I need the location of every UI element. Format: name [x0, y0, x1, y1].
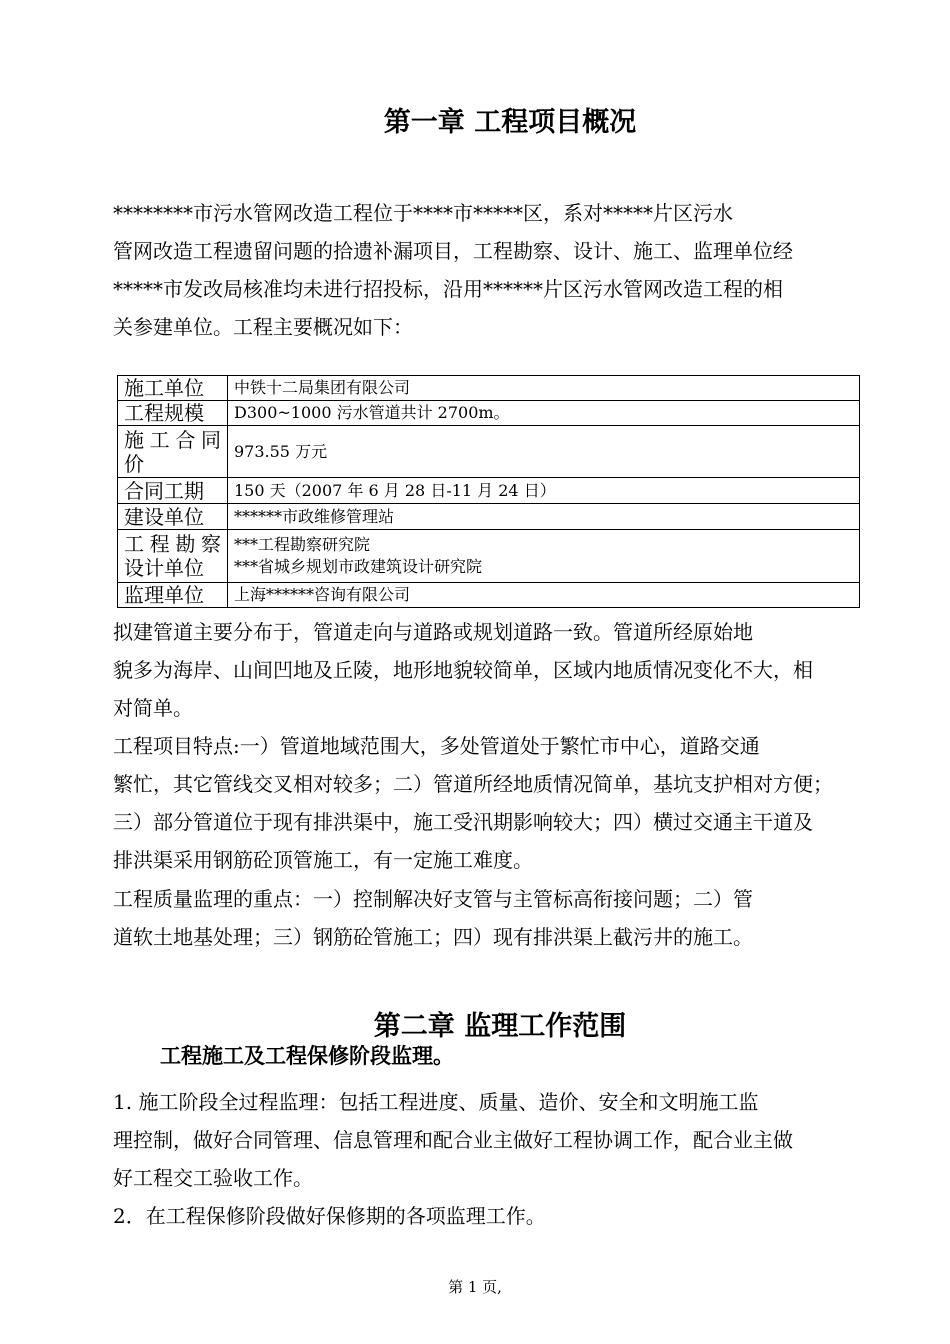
paragraph-line: 理控制，做好合同管理、信息管理和配合业主做好工程协调工作，配合业主做 — [113, 1128, 793, 1152]
table-row — [118, 583, 860, 608]
features-paragraph — [113, 727, 873, 879]
table-key: 工程规模 — [118, 401, 228, 426]
chapter-2-title: 第二章 监理工作范围 — [373, 1011, 627, 1042]
table-value: D300~1000 污水管道共计 2700m。 — [228, 401, 860, 426]
paragraph-line: 貌多为海岸、山间凹地及丘陵，地形地貌较简单，区域内地质情况变化不大，相 — [113, 658, 813, 682]
paragraph-line: 2．在工程保修阶段做好保修期的各项监理工作。 — [113, 1204, 546, 1228]
chapter-1-title: 第一章 工程项目概况 — [383, 107, 637, 138]
paragraph-line: 工程项目特点:一）管道地域范围大，多处管道处于繁忙市中心，道路交通 — [113, 734, 760, 758]
table-value-line: ***省城乡规划市政建筑设计研究院 — [234, 557, 483, 576]
paragraph-line: 好工程交工验收工作。 — [113, 1166, 313, 1190]
table-row — [118, 504, 860, 530]
table-value-line: ***工程勘察研究院 — [234, 535, 371, 554]
paragraph-line: 关参建单位。工程主要概况如下： — [113, 315, 413, 339]
table-value: ******市政维修管理站 — [228, 504, 860, 530]
table-key: 合同工期 — [118, 478, 228, 504]
table-key: 施工单位 — [118, 376, 228, 401]
paragraph-line: 拟建管道主要分布于，管道走向与道路或规划道路一致。管道所经原始地 — [113, 620, 753, 644]
table-key: 工程勘察设计单位 — [118, 530, 228, 583]
table-row — [118, 478, 860, 504]
paragraph-line: *****市发改局核准均未进行招投标，沿用******片区污水管网改造工程的相 — [113, 277, 783, 301]
table-key: 监理单位 — [118, 583, 228, 608]
paragraph-line: 三）部分管道位于现有排洪渠中，施工受汛期影响较大；四）横过交通主干道及 — [113, 810, 813, 834]
table-key: 建设单位 — [118, 504, 228, 530]
scope-item-2 — [113, 1197, 873, 1235]
paragraph-line: 道软土地基处理；三）钢筋砼管施工；四）现有排洪渠上截污井的施工。 — [113, 925, 753, 949]
paragraph-line: 排洪渠采用钢筋砼顶管施工，有一定施工难度。 — [113, 848, 533, 872]
scope-item-1 — [113, 1083, 873, 1197]
table-value — [228, 530, 860, 583]
paragraph-line: ********市污水管网改造工程位于****市*****区，系对*****片区污水 — [113, 201, 733, 225]
intro-paragraph — [113, 194, 873, 346]
paragraph-line: 繁忙，其它管线交叉相对较多；二）管道所经地质情况简单，基坑支护相对方便； — [113, 772, 833, 796]
table-row — [118, 426, 860, 478]
table-value: 150 天（2007 年 6 月 28 日-11 月 24 日） — [228, 478, 860, 504]
project-info-table — [117, 375, 860, 608]
table-key: 施工合同价 — [118, 426, 228, 478]
paragraph-line: 管网改造工程遗留问题的拾遗补漏项目，工程勘察、设计、施工、监理单位经 — [113, 239, 793, 263]
table-value: 中铁十二局集团有限公司 — [228, 376, 860, 401]
scope-subtitle: 工程施工及工程保修阶段监理。 — [160, 1044, 454, 1068]
quality-focus-paragraph — [113, 880, 873, 956]
table-value: 973.55 万元 — [228, 426, 860, 478]
paragraph-line: 工程质量监理的重点：一）控制解决好支管与主管标高衔接问题；二）管 — [113, 887, 753, 911]
pipeline-paragraph — [113, 613, 873, 727]
paragraph-line: 对简单。 — [113, 696, 193, 720]
table-value: 上海******咨询有限公司 — [228, 583, 860, 608]
table-row — [118, 401, 860, 426]
page-footer: 第 1 页, — [448, 1278, 502, 1296]
paragraph-line: 1. 施工阶段全过程监理：包括工程进度、质量、造价、安全和文明施工监 — [113, 1090, 759, 1114]
table-row — [118, 376, 860, 401]
table-row — [118, 530, 860, 583]
